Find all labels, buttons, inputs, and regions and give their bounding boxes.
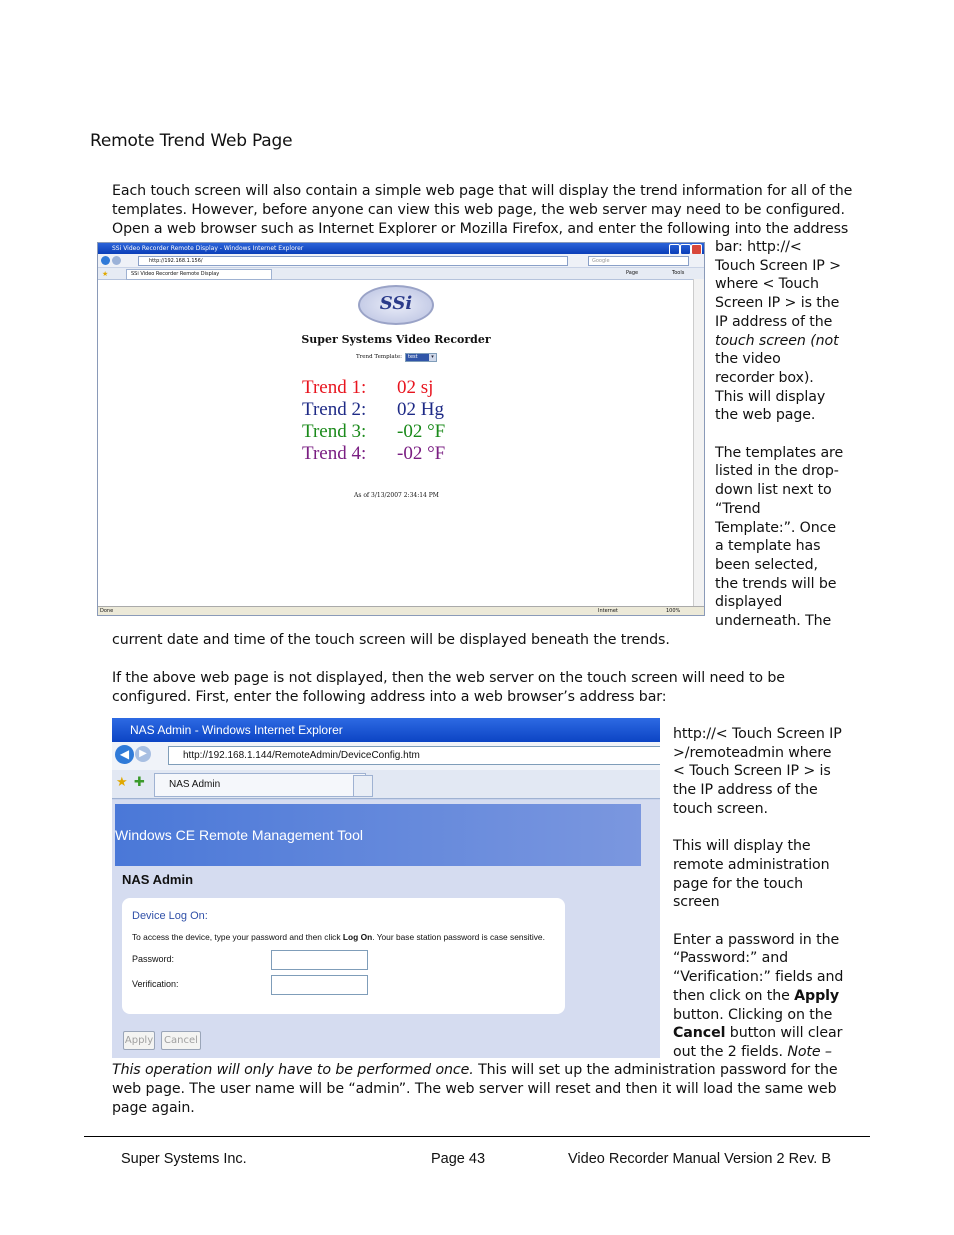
text-line: displayed [715,594,783,611]
trend-label: Trend 3: [302,421,367,442]
text-line: http://< Touch Screen IP [673,726,842,742]
browser-title-bar [112,718,660,742]
instructions-text: . Your base station password is case sensitive. [372,932,545,942]
text-line [673,1024,842,1043]
trend-row [302,421,446,443]
text-line: touch screen (not [715,332,839,349]
status-bar [98,606,704,615]
verification-field[interactable] [271,975,368,995]
text-line: a template has [715,538,821,555]
text-line: remote administration [673,856,830,873]
section-title: NAS Admin [122,872,194,887]
apply-bold: Apply [794,987,840,1004]
text-line: Open a web browser such as Internet Explorer or Mozilla Firefox, and enter the following into the address [112,221,849,237]
text-line: configured. First, enter the following address into a web browser’s address bar: [112,689,667,705]
favorites-star-icon[interactable]: ★ [116,775,128,790]
add-favorite-icon[interactable]: ✚ [134,775,145,790]
trend-row [302,377,434,399]
forward-icon[interactable] [112,256,121,265]
status-text: Done [100,608,114,614]
text-line: templates. However, before anyone can view this web page, the web server may need to be configured. [112,202,845,218]
chevron-down-icon[interactable]: ▾ [429,354,436,361]
scrollbar[interactable] [693,279,704,606]
text-span: This will set up the administration password for the [473,1062,838,1078]
trend-value: -02 °F [397,443,446,464]
cancel-button[interactable]: Cancel [161,1031,201,1050]
footer-page-number: Page 43 [431,1151,486,1167]
footer-company: Super Systems Inc. [121,1151,247,1167]
search-input[interactable]: Google [588,256,689,266]
verification-label: Verification: [132,979,179,989]
browser-title-bar [98,243,704,254]
text-line: IP address of the [715,313,833,330]
trend-value: 02 sj [397,377,434,398]
text-line: Touch Screen IP > [715,257,841,274]
zoom-text[interactable]: 100% [666,608,681,614]
text-line: Template:”. Once [715,519,836,536]
trend-label: Trend 1: [302,377,367,398]
text-line: recorder box). [715,369,814,386]
text-line: been selected, [715,556,818,573]
cancel-bold: Cancel [673,1025,726,1042]
apply-button[interactable]: Apply [123,1031,155,1050]
text-line: Each touch screen will also contain a simple web page that will display the trend information for all of the [112,183,853,199]
text-line: This will display [715,388,826,405]
tab-toolbar [112,770,660,799]
text-line: page for the touch [673,875,803,892]
text-line: The templates are [715,444,844,461]
template-select[interactable] [405,353,437,362]
text-line: If the above web page is not displayed, then the web server on the touch screen will need to be [112,670,785,686]
text-line: Screen IP > is the [715,295,840,312]
text-line: >/remoteadmin where [673,744,832,761]
text-line: button. Clicking on the [673,1006,833,1023]
trend-browser-screenshot [97,242,705,616]
text-line [112,1061,838,1080]
browser-tab[interactable]: SSi Video Recorder Remote Display [126,269,272,280]
text-line: touch screen. [673,800,768,817]
touch-screen-italic: touch screen [715,332,806,349]
back-icon[interactable] [101,256,110,265]
section-heading: Remote Trend Web Page [90,131,293,151]
trend-row [302,443,446,465]
text-line: underneath. The [715,613,832,629]
text-line: the trends will be [715,575,837,592]
address-input[interactable]: http://192.168.1.144/RemoteAdmin/DeviceConfig.htm [168,746,660,765]
logon-box [122,898,565,1014]
browser-tab[interactable]: NAS Admin [154,773,366,797]
ssi-logo: SSi [358,285,434,325]
new-tab-button[interactable] [353,775,373,797]
text-line: web page. The user name will be “admin”. The web server will reset and then it will load the same web [112,1081,837,1097]
password-label: Password: [132,954,175,964]
timestamp: As of 3/13/2007 2:34:14 PM [354,492,439,499]
trend-value: -02 °F [397,421,446,442]
tools-menu[interactable]: Tools [672,270,685,276]
trend-value: 02 Hg [397,399,444,420]
text-line: Enter a password in the [673,931,840,948]
template-label: Trend Template: [356,354,402,360]
admin-page-content [112,800,660,1058]
password-field[interactable] [271,950,368,970]
text-line: down list next to [715,482,832,499]
zone-text: Internet [598,608,618,614]
favorites-star-icon[interactable]: ★ [102,270,109,278]
text-line: where < Touch [715,276,819,293]
text-line: “Password:” and [673,950,789,967]
trend-row [302,399,444,421]
footer-manual-title: Video Recorder Manual Version 2 Rev. B [568,1151,832,1167]
text-line: the video [715,351,781,368]
forward-icon[interactable]: ▶ [135,746,151,762]
text-line: This will display the [673,838,811,855]
text-span: button will clear [725,1025,843,1042]
instructions-text: To access the device, type your password and then click [132,932,343,942]
page-menu[interactable]: Page [626,270,639,276]
page-title: Super Systems Video Recorder [301,333,491,346]
address-input[interactable]: http://192.168.1.156/ [138,256,568,266]
note-italic: Note – [787,1043,832,1060]
trend-label: Trend 2: [302,399,367,420]
text-span: out the 2 fields. [673,1043,788,1060]
text-line: “Trend [715,500,761,517]
trend-label: Trend 4: [302,443,367,464]
instructions [132,932,545,942]
text-line: “Verification:” fields and [673,969,844,986]
box-title: Device Log On: [132,910,208,922]
footer-rule [84,1136,870,1137]
window-title: SSi Video Recorder Remote Display - Windows Internet Explorer [112,245,304,252]
window-title: NAS Admin - Windows Internet Explorer [130,723,343,737]
tab-toolbar [98,268,704,280]
text-line: listed in the drop- [715,463,839,480]
text-line: screen [673,894,720,911]
banner: Windows CE Remote Management Tool [115,804,641,866]
text-line: the web page. [715,407,816,424]
address-toolbar [112,742,660,770]
text-line: page again. [112,1100,195,1116]
text-line: < Touch Screen IP > is [673,763,831,780]
text-line: current date and time of the touch screen will be displayed beneath the trends. [112,632,670,648]
text-line: the IP address of the [673,782,818,799]
text-span: then click on the [673,987,795,1004]
template-value: test [408,354,418,360]
back-icon[interactable]: ◀ [115,745,134,764]
address-toolbar [98,254,704,268]
text-line [673,987,839,1006]
italic-note: This operation will only have to be performed once. [112,1062,474,1078]
instructions-bold: Log On [342,932,373,942]
text-line [673,1043,832,1062]
nas-admin-browser-screenshot [112,718,660,1058]
text-line: bar: http://< [715,239,802,255]
